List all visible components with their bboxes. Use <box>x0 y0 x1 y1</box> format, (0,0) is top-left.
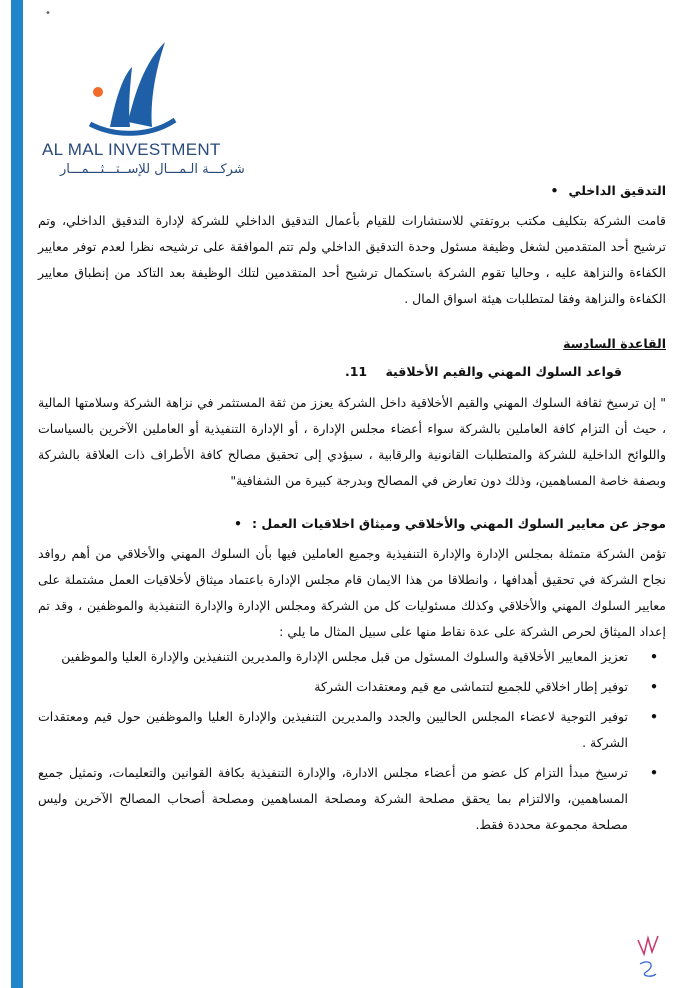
rule-title <box>345 364 622 379</box>
bullet-icon: • <box>650 649 658 664</box>
list-item-text: تعزيز المعايير الأخلاقية والسلوك المسئول من قبل مجلس الإدارة والمديرين التنفيذين والإدارة العليا والموظفين <box>61 649 628 664</box>
list-item <box>38 674 658 700</box>
list-item <box>38 760 658 838</box>
rule-heading: القاعدة السادسة <box>563 336 666 351</box>
internal-audit-body: قامت الشركة بتكليف مكتب بروتفتي للاستشارات للقيام بأعمال التدقيق الداخلي للشركة لإدارة التدقيق الداخلي، وتم ترشيح أحد المتقدمين لشغل وظيفة مسئول وحدة التدقيق الداخلي ولم تتم الموافقة على ترشيحه نظرا لعدم توفر معايير الكفاءة والنزاهة عليه ، وحاليا تقوم الشركة باستكمال ترشيح أحد المتقدمين لتلك الوظيفة بعد التاكد من إنطباق معايير الكفاءة والنزاهة وفقا لمتطلبات هيئة اسواق المال . <box>38 213 666 306</box>
rule-body: " إن ترسيخ ثقافة السلوك المهني والقيم الأخلاقية داخل الشركة يعزز من ثقة المستثمر في نزاهة الشركة وسلامتها المالية ، حيث أن التزام كافة العاملين بالشركة سواء أعضاء مجلس الإدارة ، أو الإدارة التنفيذية أو العاملين الآخرين بالسياسات واللوائح الداخلية للشركة والمتطلبات القانونية والرقابية ، سيؤدي إلى تحقيق مصالح كافة الأطراف ذات العلاقة بالشركة وبصفة خاصة المساهمين، وذلك دون تعارض في المصالح وبدرجة كبيرة من الشفافية" <box>38 395 666 488</box>
rule-title-text: قواعد السلوك المهني والقيم الأخلاقية <box>385 364 622 379</box>
company-logo <box>40 32 245 182</box>
summary-title: موجز عن معايير السلوك المهني والأخلاقي وميثاق اخلاقيات العمل : • <box>234 516 666 531</box>
logo-name-ar: شركـــة الـمـــال للإســتـــثـــمـــار <box>60 162 245 177</box>
summary-body: تؤمن الشركة متمثلة بمجلس الإدارة والإدارة التنفيذية وجميع العاملين فيها بأن السلوك المهني والأخلاقي من أهم روافد نجاح الشركة في تحقيق أهدافها ، وانطلاقا من هذا الايمان قام مجلس الإدارة باعتماد ميثاق لأخلاقيات العمل مشتملة على معايير السلوك المهني والأخلاقي وكذلك مسئوليات كل من الشركة ومجلس الإدارة والإدارة التنفيذية والموظفين ، وقد تم إعداد الميثاق لحرص الشركة على عدة نقاط منها على سبيل المثال ما يلي : <box>38 546 666 639</box>
bullet-icon: • <box>650 765 658 780</box>
rule-number: 11. <box>344 364 368 379</box>
list-item-text: توفير إطار اخلاقي للجميع لتتماشى مع قيم ومعتقدات الشركة <box>314 679 628 694</box>
logo-mark-icon <box>70 32 180 142</box>
bullet-icon: • <box>650 679 658 694</box>
left-color-bar <box>11 0 23 988</box>
logo-name-en: AL MAL INVESTMENT <box>42 140 221 159</box>
internal-audit-title: التدقيق الداخلي • <box>551 183 666 198</box>
points-list <box>38 644 658 842</box>
bullet-icon: • <box>650 709 658 724</box>
list-item <box>38 644 658 670</box>
list-item-text: ترسيخ مبدأ التزام كل عضو من أعضاء مجلس الادارة، والإدارة التنفيذية بكافة القوانين والتعليمات، وتمثيل جميع المساهمين، والالتزام بما يحقق مصلحة الشركة ومصلحة المساهمين ومصلحة أصحاب المصالح الآخرين وليس مصلحة مجموعة محددة فقط. <box>38 765 628 832</box>
list-item <box>38 704 658 756</box>
list-item-text: توفير التوجية لاعضاء المجلس الحاليين والجدد والمديرين التنفيذين والإدارة العليا والموظفين حول قيم ومعتقدات الشركة . <box>38 709 628 750</box>
page-mark: • <box>45 8 51 19</box>
signature-icon <box>634 930 662 980</box>
